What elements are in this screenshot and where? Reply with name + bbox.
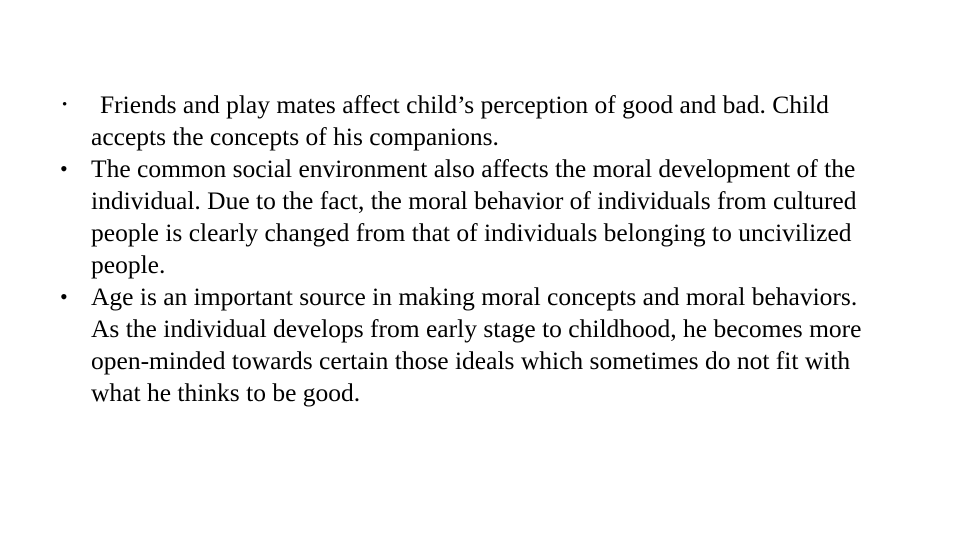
bullet-text-1: Friends and play mates affect child’s perception of good and bad. Child accepts the concepts of his companions. xyxy=(91,90,829,151)
bullet-icon: • xyxy=(62,97,68,113)
bullet-text-3: Age is an important source in making moral concepts and moral behaviors. As the individual develops from early stage to childhood, he becomes more open-minded towards certain those ideals which sometimes do not fit with what he thinks to be good. xyxy=(91,282,862,407)
bullet-icon: • xyxy=(60,156,68,181)
bullet-list xyxy=(60,89,890,409)
bullet-icon: • xyxy=(60,284,68,309)
bullet-item-2 xyxy=(60,153,890,281)
bullet-text-2: The common social environment also affects the moral development of the individual. Due to the fact, the moral behavior of individuals from cultured people is clearly changed from that of individuals belonging to uncivilized people. xyxy=(91,154,857,279)
bullet-item-3 xyxy=(60,281,890,409)
bullet-item-1 xyxy=(60,89,890,153)
